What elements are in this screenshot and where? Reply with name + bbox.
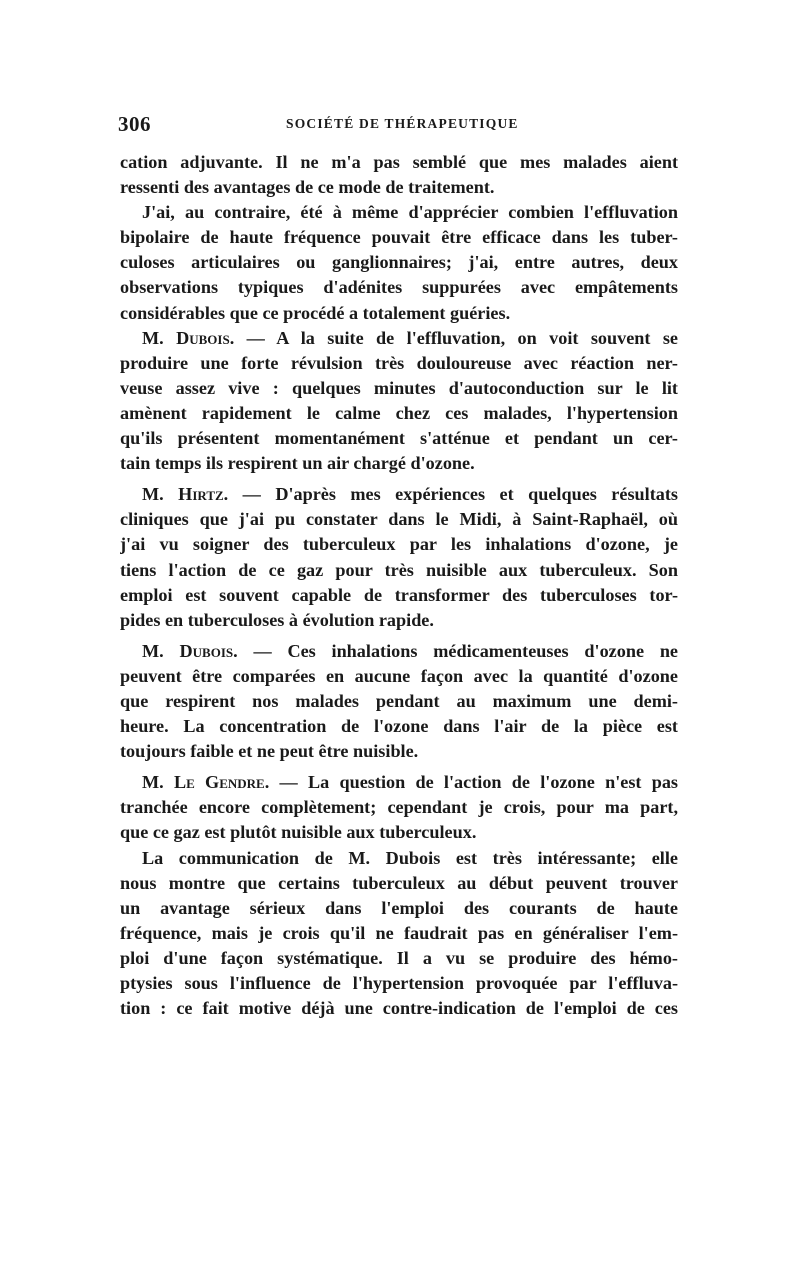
running-title: SOCIÉTÉ DE THÉRAPEUTIQUE	[286, 116, 519, 131]
paragraph	[120, 326, 678, 477]
text-line: pides en tuberculoses à évolution rapide.	[120, 609, 434, 630]
text-line: tiens l'action de ce gaz pour très nuisible aux tuberculeux. Son	[120, 559, 678, 580]
text-line: nous montre que certains tuberculeux au début peuvent trouver	[120, 872, 678, 893]
text-line	[120, 770, 678, 795]
text-line-rest: — Ces inhalations médicamenteuses d'ozone ne	[253, 640, 678, 661]
text-line: cliniques que j'ai pu constater dans le Midi, à Saint-Raphaël, où	[120, 509, 678, 530]
speaker-name: M. Dubois.	[142, 327, 235, 348]
page-number: 306	[118, 112, 151, 136]
paragraph	[120, 150, 678, 200]
text-line: que ce gaz est plutôt nuisible aux tuberculeux.	[120, 822, 477, 843]
text-line: ressenti des avantages de ce mode de traitement.	[120, 177, 495, 198]
paragraph	[120, 482, 678, 633]
text-line	[120, 482, 678, 507]
text-line: ploi d'une façon systématique. Il a vu se produire des hémo-	[120, 947, 678, 968]
text-line: veuse assez vive : quelques minutes d'autoconduction sur le lit	[120, 377, 678, 398]
paragraph	[120, 846, 678, 1022]
paragraph	[120, 200, 678, 325]
text-line	[120, 326, 678, 351]
text-line: produire une forte révulsion très douloureuse avec réaction ner-	[120, 352, 678, 373]
paragraph	[120, 770, 678, 845]
body-text	[120, 150, 678, 1021]
text-line: fréquence, mais je crois qu'il ne faudrait pas en généraliser l'em-	[120, 922, 678, 943]
text-line: j'ai vu soigner des tuberculeux par les inhalations d'ozone, je	[120, 534, 678, 555]
text-line: emploi est souvent capable de transformer des tuberculoses tor-	[120, 584, 678, 605]
text-line: culoses articulaires ou ganglionnaires; j'ai, entre autres, deux	[120, 252, 678, 273]
text-line: peuvent être comparées en aucune façon avec la quantité d'ozone	[120, 665, 678, 686]
text-line-rest: — La question de l'action de l'ozone n'est pas	[279, 772, 678, 793]
text-line: qu'ils présentent momentanément s'atténue et pendant un cer-	[120, 428, 678, 449]
text-line: ptysies sous l'influence de l'hypertension provoquée par l'effluva-	[120, 973, 678, 993]
speaker-name: M. Dubois.	[142, 640, 238, 661]
text-line: tranchée encore complètement; cependant je crois, pour ma part,	[120, 797, 678, 818]
text-line: heure. La concentration de l'ozone dans l'air de la pièce est	[120, 716, 678, 737]
text-line: observations typiques d'adénites suppurées avec empâtements	[120, 277, 678, 298]
text-line-rest: — D'après mes expériences et quelques résultats	[242, 484, 678, 505]
text-line-rest: — A la suite de l'effluvation, on voit souvent se	[246, 327, 678, 348]
text-line: J'ai, au contraire, été à même d'apprécier combien l'effluvation	[142, 202, 678, 223]
text-line: La communication de M. Dubois est très intéressante; elle	[142, 847, 678, 868]
text-line: toujours faible et ne peut être nuisible.	[120, 741, 419, 762]
text-line: un avantage sérieux dans l'emploi des courants de haute	[120, 897, 678, 918]
text-line: tain temps ils respirent un air chargé d'ozone.	[120, 453, 475, 474]
text-line: amènent rapidement le calme chez ces malades, l'hypertension	[120, 402, 678, 423]
text-line: considérables que ce procédé a totalement guéries.	[120, 302, 511, 323]
text-line: bipolaire de haute fréquence pouvait être efficace dans les tuber-	[120, 227, 678, 248]
speaker-name: M. Hirtz.	[142, 484, 229, 505]
page-header	[118, 112, 678, 142]
text-line: que respirent nos malades pendant au maximum une demi-	[120, 690, 678, 711]
text-line: cation adjuvante. Il ne m'a pas semblé que mes malades aient	[120, 152, 678, 172]
paragraph	[120, 639, 678, 764]
text-line	[120, 639, 678, 664]
text-line: tion : ce fait motive déjà une contre-indication de l'emploi de ces	[120, 998, 678, 1019]
speaker-name: M. Le Gendre.	[142, 772, 270, 793]
